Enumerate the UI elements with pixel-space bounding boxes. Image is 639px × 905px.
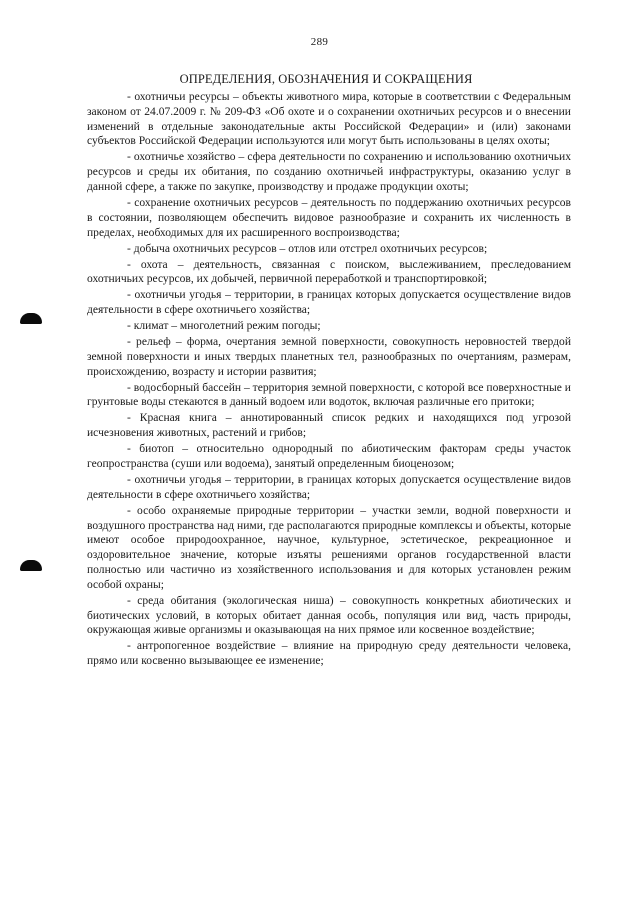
definition-paragraph: - охотничьи угодья – территории, в границах которых допускается осуществление видов деятельности в сфере охотничьего хозяйства; [87, 289, 571, 317]
section-title: ОПРЕДЕЛЕНИЯ, ОБОЗНАЧЕНИЯ И СОКРАЩЕНИЯ [179, 72, 473, 86]
definition-paragraph: - охотничьи ресурсы – объекты животного мира, которые в соответствии с Федеральным законом от 24.07.2009 г. № 209-ФЗ «Об охоте и о сохранении охотничьих ресурсов и о внесении изменений в отдельные законодательные акты Российской Федерации» и (или) законами субъектов Российской Федерации используются или могут быть использованы в целях охоты; [87, 91, 571, 148]
binder-hole-mark [20, 560, 42, 571]
definition-paragraph: - особо охраняемые природные территории – участки земли, водной поверхности и воздушного пространства над ними, где располагаются природные комплексы и объекты, которые имеют особое природоохранное, научное, культурное, эстетическое, рекреационное и оздоровительное значение, которые изъяты решениями органов государственной власти полностью или частично из хозяйственного использования и для которых установлен режим особой охраны; [87, 504, 572, 591]
page-number: 289 [310, 36, 329, 48]
definition-paragraph: - добыча охотничьих ресурсов – отлов или отстрел охотничьих ресурсов; [127, 242, 488, 255]
definition-paragraph: - среда обитания (экологическая ниша) – совокупность конкретных абиотических и биотических условий, в которых обитает данная особь, популяция или вид, часть природы, окружающая живые организмы и оказывающая на них прямое или косвенное воздействие; [87, 594, 571, 637]
definition-paragraph: - антропогенное воздействие – влияние на природную среду деятельности человека, прямо или косвенно вызывающее ее изменение; [87, 640, 571, 668]
definition-paragraph: - охотничьи угодья – территории, в границах которых допускается осуществление видов деятельности в сфере охотничьего хозяйства; [87, 473, 571, 501]
definition-paragraph: - водосборный бассейн – территория земной поверхности, с которой все поверхностные и грунтовые воды стекаются в данный водоем или водоток, включая различные его притоки; [87, 381, 571, 409]
definition-paragraph: - биотоп – относительно однородный по абиотическим факторам среды участок геопространства (суши или водоема), занятый определенным биоценозом; [87, 443, 571, 470]
definition-paragraph: - климат – многолетний режим погоды; [127, 320, 321, 333]
definition-paragraph: - охотничье хозяйство – сфера деятельности по сохранению и использованию охотничьих ресурсов и среды их обитания, по созданию охотничьей инфраструктуры, оказанию услуг в данной сфере, а также по закупке, производству и продаже продукции охоты; [87, 151, 571, 193]
definitions-list [87, 90, 571, 670]
binder-hole-mark [20, 313, 42, 324]
definition-paragraph: - Красная книга – аннотированный список редких и находящихся под угрозой исчезновения животных, растений и грибов; [87, 412, 571, 440]
definition-paragraph: - сохранение охотничьих ресурсов – деятельность по поддержанию охотничьих ресурсов в состоянии, позволяющем обеспечить видовое разнообразие и сохранить их численность в пределах, необходимых для их расширенного воспроизводства; [87, 196, 571, 239]
definition-paragraph: - рельеф – форма, очертания земной поверхности, совокупность неровностей твердой земной поверхности и иных твердых планетных тел, разнообразных по очертаниям, размерам, происхождению, возрасту и истории развития; [87, 336, 571, 378]
definition-paragraph: - охота – деятельность, связанная с поиском, выслеживанием, преследованием охотничьих ресурсов, их добычей, первичной переработкой и транспортировкой; [87, 258, 571, 286]
